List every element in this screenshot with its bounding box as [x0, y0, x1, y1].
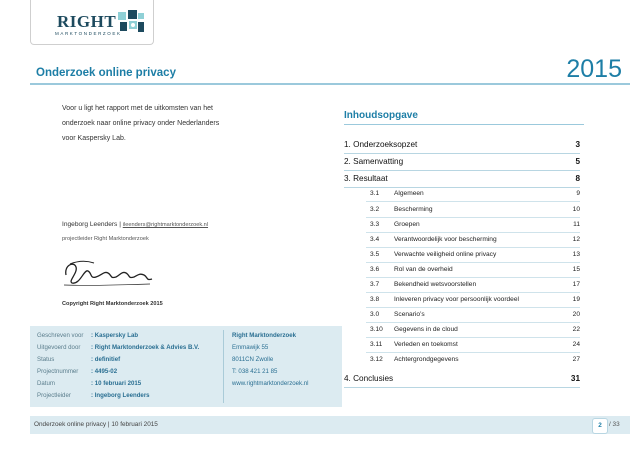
toc-divider: [366, 262, 580, 263]
toc-divider: [366, 217, 580, 218]
toc-subentry-label: Bekendheid wetsvoorstellen: [394, 281, 477, 288]
author-role: projectleider Right Marktonderzoek: [62, 236, 149, 242]
toc-divider: [366, 322, 580, 323]
toc-entry[interactable]: [344, 174, 580, 183]
toc-divider: [366, 307, 580, 308]
toc-heading-divider: [344, 124, 584, 125]
toc-entry-page: 8: [575, 174, 580, 183]
toc-divider: [366, 277, 580, 278]
toc-subentry-label: Gegevens in de cloud: [394, 326, 458, 333]
toc-subentry-label: Scenario’s: [394, 311, 425, 318]
toc-divider: [344, 153, 580, 154]
toc-subentry-page: 27: [572, 356, 580, 363]
info-label: Datum: [37, 380, 55, 387]
info-value: : Kaspersky Lab: [91, 332, 139, 339]
intro-line: voor Kaspersky Lab.: [62, 135, 126, 142]
toc-entry[interactable]: [344, 140, 580, 149]
toc-divider: [366, 337, 580, 338]
copyright-text: Copyright Right Marktonderzoek 2015: [62, 301, 163, 307]
info-value: : 4495-02: [91, 368, 118, 375]
toc-divider: [366, 247, 580, 248]
info-value: : 10 februari 2015: [91, 380, 142, 387]
company-phone: T: 038 421 21 85: [232, 368, 278, 375]
toc-subentry-number: 3.2: [370, 206, 380, 213]
footer-text: Onderzoek online privacy | 10 februari 2015: [34, 421, 158, 428]
toc-subentry-number: 3.8: [370, 296, 380, 303]
info-label: Uitgevoerd door: [37, 344, 81, 351]
toc-divider: [344, 187, 580, 188]
intro-line: onderzoek naar online privacy onder Nederlanders: [62, 120, 220, 127]
toc-subentry-number: 3.3: [370, 221, 380, 228]
toc-subentry-page: 13: [572, 251, 580, 258]
toc-subentry-label: Bescherming: [394, 206, 433, 213]
author-name: Ingeborg Leenders: [62, 221, 118, 228]
company-logo: [30, 0, 154, 45]
toc-subentry-label: Algemeen: [394, 190, 424, 197]
intro-line: Voor u ligt het rapport met de uitkomsten van het: [62, 105, 213, 112]
toc-divider: [366, 232, 580, 233]
document-title: Onderzoek online privacy: [36, 67, 176, 79]
toc-divider: [366, 292, 580, 293]
toc-subentry-number: 3.4: [370, 236, 380, 243]
toc-subentry-label: Verwachte veiligheid online privacy: [394, 251, 497, 258]
toc-subentry-number: 3.10: [370, 326, 383, 333]
toc-subentry-page: 10: [572, 206, 580, 213]
toc-entry[interactable]: [344, 157, 580, 166]
signature-image: [60, 255, 160, 289]
info-label: Status: [37, 356, 55, 363]
toc-subentry-label: Groepen: [394, 221, 420, 228]
info-value: : Ingeborg Leenders: [91, 392, 150, 399]
toc-subentry-number: 3.6: [370, 266, 380, 273]
toc-entry-page: 31: [570, 374, 580, 383]
page-number-badge: 2: [592, 418, 608, 434]
author-separator: |: [117, 221, 123, 228]
document-year: 2015: [566, 55, 622, 83]
toc-subentry-label: Achtergrondgegevens: [394, 356, 459, 363]
toc-subentry-number: 3.11: [370, 341, 383, 348]
toc-entry[interactable]: [344, 374, 580, 383]
toc-subentry-number: 3.0: [370, 311, 380, 318]
toc-subentry-number: 3.7: [370, 281, 380, 288]
toc-subentry-page: 11: [573, 221, 580, 228]
toc-subentry-number: 3.5: [370, 251, 380, 258]
toc-subentry-number: 3.12: [370, 356, 383, 363]
title-band: [30, 55, 630, 83]
toc-subentry-page: 20: [572, 311, 580, 318]
toc-divider: [366, 352, 580, 353]
toc-subentry-label: Verantwoordelijk voor bescherming: [394, 236, 497, 243]
toc-entry-label: 1. Onderzoeksopzet: [344, 140, 418, 149]
logo-mark-icon: [117, 10, 145, 34]
toc-entry-page: 5: [575, 157, 580, 166]
info-divider: [223, 330, 224, 403]
toc-subentry-label: Rol van de overheid: [394, 266, 453, 273]
toc-subentry-page: 15: [572, 266, 580, 273]
toc-entry-label: 2. Samenvatting: [344, 157, 404, 166]
toc-entry-page: 3: [575, 140, 580, 149]
toc-divider: [366, 201, 580, 202]
toc-heading: Inhoudsopgave: [344, 110, 418, 121]
page-total: / 33: [609, 421, 620, 428]
company-website-link[interactable]: www.rightmarktonderzoek.nl: [232, 380, 309, 387]
toc-divider: [344, 170, 580, 171]
info-value: : definitief: [91, 356, 121, 363]
toc-subentry-label: Verleden en toekomst: [394, 341, 458, 348]
logo-word: RIGHT: [57, 12, 117, 31]
company-name: Right Marktonderzoek: [232, 332, 296, 339]
toc-subentry-page: 24: [572, 341, 580, 348]
toc-subentry-page: 22: [572, 326, 580, 333]
toc-subentry-page: 19: [572, 296, 580, 303]
toc-subentry-label: Inleveren privacy voor persoonlijk voordeel: [394, 296, 519, 303]
title-divider: [30, 83, 630, 85]
toc-divider: [344, 387, 580, 388]
logo-subtitle: MARKTONDERZOEK: [55, 31, 122, 36]
author-email-link[interactable]: ileenders@rightmarktonderzoek.nl: [122, 222, 209, 228]
project-info-box: [30, 326, 342, 407]
toc-subentry-number: 3.1: [370, 190, 380, 197]
info-label: Geschreven voor: [37, 332, 84, 339]
company-city: 8011CN Zwolle: [232, 356, 274, 363]
toc-entry-label: 4. Conclusies: [344, 374, 394, 383]
info-value: : Right Marktonderzoek & Advies B.V.: [91, 344, 200, 351]
company-street: Emmawijk 55: [232, 344, 269, 351]
toc-subentry-page: 17: [572, 281, 580, 288]
info-label: Projectleider: [37, 392, 71, 399]
toc-subentry-page: 12: [572, 236, 580, 243]
toc-entry-label: 3. Resultaat: [344, 174, 388, 183]
intro-paragraph: [62, 101, 262, 146]
author-line: [62, 221, 208, 228]
info-label: Projectnummer: [37, 368, 79, 375]
toc-subentry-page: 9: [576, 190, 580, 197]
